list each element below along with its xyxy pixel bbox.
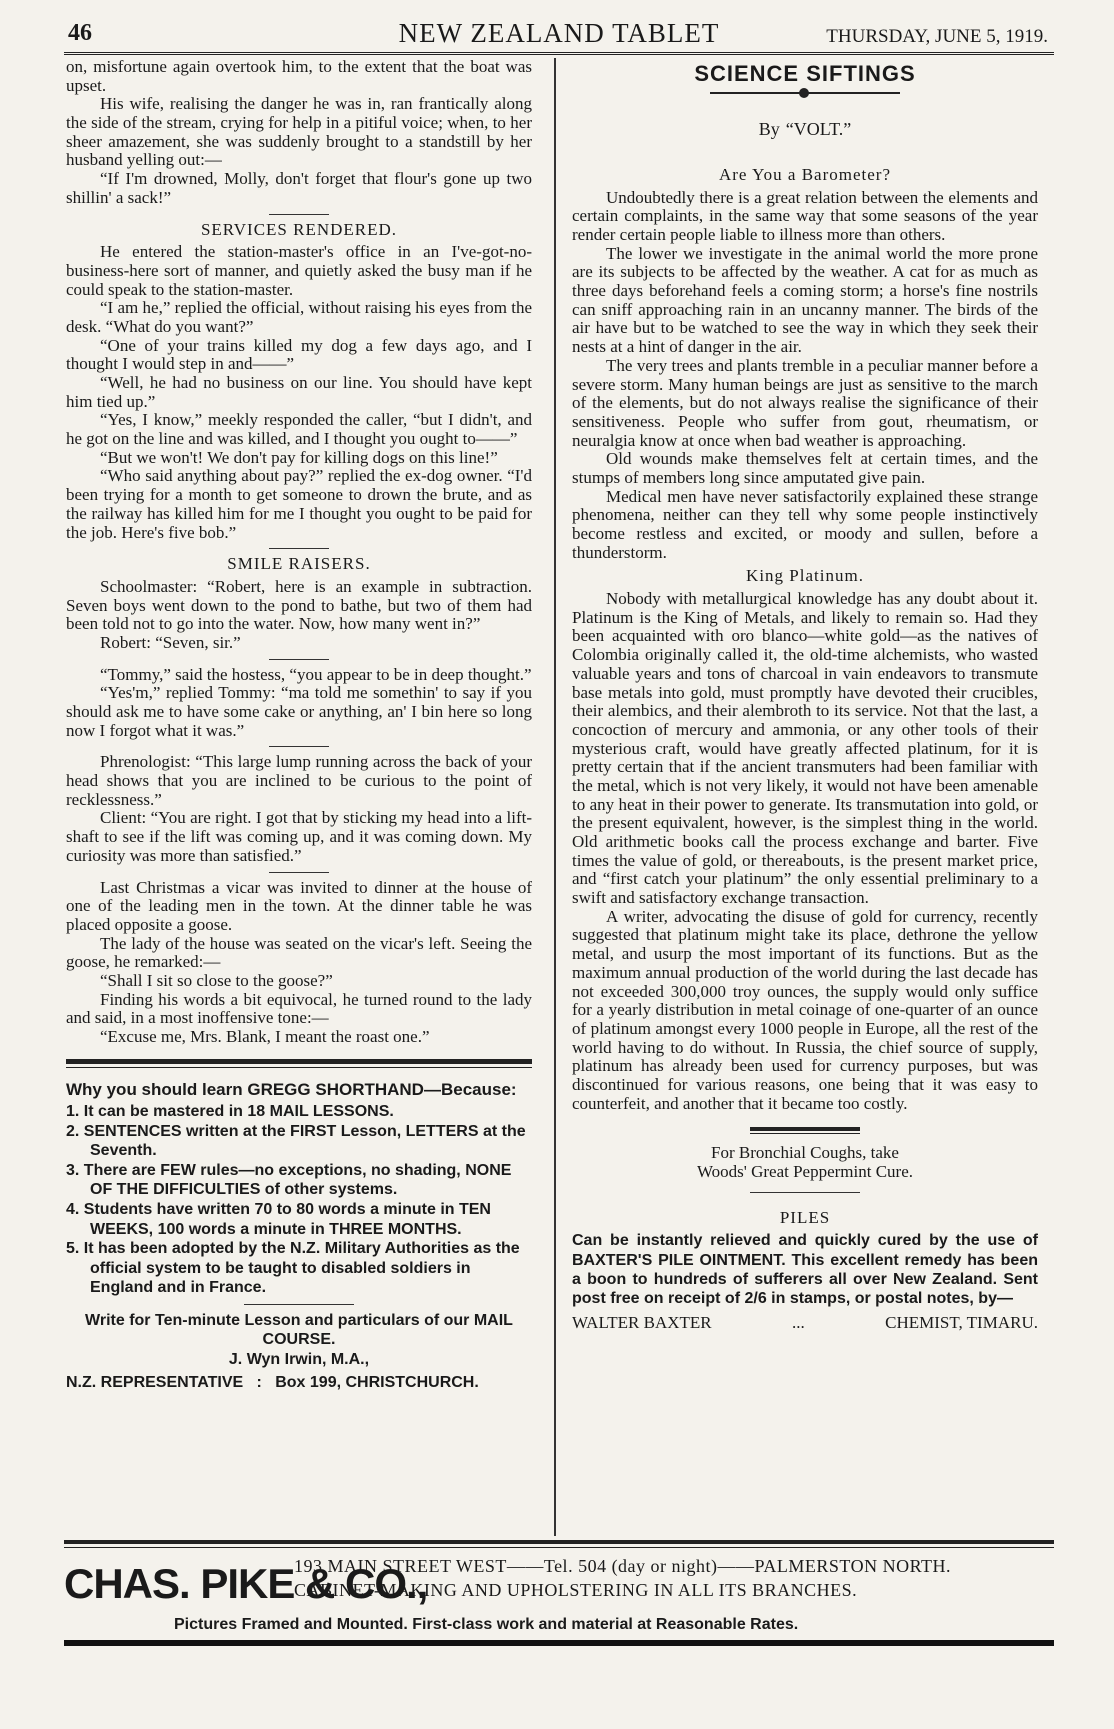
coughs-line: For Bronchial Coughs, take xyxy=(711,1143,899,1163)
joke-paragraph: Finding his words a bit equivocal, he turned round to the lady and said, in a most inoffensive tone:— xyxy=(66,989,532,1028)
byline-prefix: By xyxy=(758,119,780,140)
ad-item: 5. It has been adopted by the N.Z. Military Authorities as the official system to be taught to disabled soldiers in England and in France. xyxy=(66,1240,520,1297)
ad-representative-line xyxy=(66,1373,532,1393)
joke-phrenologist xyxy=(66,753,532,865)
ad-rep-left: N.Z. REPRESENTATIVE xyxy=(66,1374,244,1392)
divider xyxy=(244,1304,354,1305)
ad-rep-right: Box 199, CHRISTCHURCH. xyxy=(275,1374,479,1392)
story-paragraph: on, misfortune again overtook him, to the extent that the boat was upset. xyxy=(66,58,532,95)
piles-place: CHEMIST, TIMARU. xyxy=(885,1313,1038,1333)
footer-address: 193 MAIN STREET WEST——Tel. 504 (day or night)——PALMERSTON NORTH. xyxy=(294,1556,951,1576)
divider xyxy=(269,214,329,215)
article-paragraph: “Who said anything about pay?” replied the ex-dog owner. “I'd been trying for a month to get someone to drown the brute, and as the railway has killed him for me I thought you ought to be paid for the job. Here's five bob.” xyxy=(66,466,532,542)
article-paragraph: He entered the station-master's office in an I've-got-no-business-here sort of manner, and quietly asked the busy man if he could speak to the station-master. xyxy=(66,242,532,299)
divider xyxy=(269,872,329,873)
joke-paragraph: Client: “You are right. I got that by sticking my head into a lift-shaft to see if the lift was coming up, and it was coming down. My curiosity was more than satisfied.” xyxy=(66,808,532,865)
story-paragraph: His wife, realising the danger he was in, ran frantically along the side of the stream, crying for help in a pitiful voice; when, to her sheer amazement, she was suddenly brought to a standstill by her husband yelling out:— xyxy=(66,94,532,170)
left-column xyxy=(66,58,532,1532)
footer-bottom-rule xyxy=(64,1640,1054,1646)
joke-subtraction xyxy=(66,578,532,653)
services-heading: SERVICES RENDERED. xyxy=(200,219,398,239)
article-paragraph: The very trees and plants tremble in a peculiar manner before a severe storm. Many human beings are just as sensitive to the march of the elements, but do not always realise the significance of their sensitiveness. People who suffer from gout, rheumatism, or neuralgia know at once when bad weather is approaching. xyxy=(572,355,1038,450)
title-ornament xyxy=(710,88,900,98)
piles-dots: ... xyxy=(792,1313,805,1333)
joke-paragraph: Last Christmas a vicar was invited to dinner at the house of one of the leading men in the town. At the dinner table he was placed opposite a goose. xyxy=(66,877,532,934)
piles-heading: PILES xyxy=(779,1207,831,1227)
article-paragraph: Old wounds make themselves felt at certain times, and the stumps of members long since amputated give pain. xyxy=(572,449,1038,487)
ad-title: Why you should learn GREGG SHORTHAND—Because: xyxy=(66,1079,517,1099)
article-paragraph: The lower we investigate in the animal world the more prone are its subjects to be affected by the weather. A cat for as much as three days beforehand feels a coming storm; a horse's fine nostrils can sniff approaching rain in an uncanny manner. The birds of the air have but to be watched to see the way in which they seek their nests at a hint of danger in the air. xyxy=(572,243,1038,357)
ad-item: 2. SENTENCES written at the FIRST Lesson, LETTERS at the Seventh. xyxy=(66,1122,526,1160)
smile-heading: SMILE RAISERS. xyxy=(227,554,371,574)
platinum-heading: King Platinum. xyxy=(746,566,864,586)
article-paragraph: “I am he,” replied the official, without raising his eyes from the desk. “What do you want?” xyxy=(66,298,532,336)
footer-rule xyxy=(64,1540,1054,1544)
article-paragraph: “But we won't! We don't pay for killing dogs on this line!” xyxy=(100,447,498,467)
byline-name: “VOLT.” xyxy=(785,119,852,140)
article-paragraph: “Yes, I know,” meekly responded the caller, “but I didn't, and he got on the line and was killed, and I thought you ought to——” xyxy=(66,410,532,449)
ad-name: J. Wyn Irwin, M.A., xyxy=(228,1350,370,1368)
ad-border-top-thin xyxy=(750,1133,860,1134)
ad-item: 1. It can be mastered in 18 MAIL LESSONS. xyxy=(66,1103,394,1121)
right-column xyxy=(572,58,1038,1538)
gregg-shorthand-ad xyxy=(66,1080,532,1393)
joke-tommy xyxy=(66,666,532,741)
footer-rule-thin xyxy=(64,1547,1054,1548)
article-paragraph: Medical men have never satisfactorily explained these strange phenomena, neither can they tell why some people instinctively become restless and excited, or moody and sullen, before a thunderstorm. xyxy=(572,486,1038,562)
joke-paragraph: “Shall I sit so close to the goose?” xyxy=(100,970,333,990)
ad-item: 3. There are FEW rules—no exceptions, no shading, NONE OF THE DIFFICULTIES of other systems. xyxy=(66,1161,512,1199)
joke-paragraph: Robert: “Seven, sir.” xyxy=(100,632,241,652)
joke-paragraph: Phrenologist: “This large lump running across the back of your head shows that you are inclined to be curious to the point of recklessness.” xyxy=(66,752,532,809)
footer-framing: Pictures Framed and Mounted. First-class work and material at Reasonable Rates. xyxy=(174,1616,799,1633)
coughs-line: Woods' Great Peppermint Cure. xyxy=(696,1162,914,1182)
article-paragraph: “Well, he had no business on our line. You should have kept him tied up.” xyxy=(66,373,532,411)
joke-paragraph: “Excuse me, Mrs. Blank, I meant the roast one.” xyxy=(100,1027,430,1046)
divider xyxy=(269,548,329,549)
ad-write-line: Write for Ten-minute Lesson and particulars of our MAIL COURSE. xyxy=(85,1311,513,1349)
ornament-dot-icon xyxy=(799,88,809,98)
footer-ad xyxy=(64,1540,1054,1710)
issue-date: THURSDAY, JUNE 5, 1919. xyxy=(826,26,1048,47)
platinum-article xyxy=(572,590,1038,1113)
piles-body: Can be instantly relieved and quickly cured by the use of BAXTER'S PILE OINTMENT. This excellent remedy has been a boon to hundreds of sufferers all over New Zealand. Sent post free on receipt of 2/6 in stamps, or postal notes, by— xyxy=(572,1232,1038,1307)
joke-paragraph: “Tommy,” said the hostess, “you appear to be in deep thought.” xyxy=(100,664,532,684)
byline xyxy=(572,120,1038,140)
joke-vicar xyxy=(66,879,532,1047)
article-paragraph: Nobody with metallurgical knowledge has any doubt about it. Platinum is the King of Metals, and likely to remain so. Had they been acquainted with oro blanco—white gold—as the natives of Colombia originally called it, the old-time alchemists, who wasted valuable years and tons of charcoal in vain endeavors to transmute base metals into gold, must promptly have devoted their crucibles, their alembics, and their alembroth to its service. Not that the last, a concoction of mercury and ammonia, or any other tools of their mysterious craft, would have greatly affected platinum, for it is pretty certain that if the ancient transmuters had been familiar with the metal, which is not very likely, it would not have been amenable to any heat in their power to generate. Its transmutation into gold, or the present equivalent, however, is the simplest thing in the world. Old arithmetic books call the process exchange and barter. Five times the value of gold, or thereabouts, is the present market price, and “first catch your platinum” the only essential preliminary to a swift and satisfactory exchange transaction. xyxy=(572,589,1038,908)
article-paragraph: Undoubtedly there is a great relation between the elements and certain complaints, in the same way that some seasons of the year render certain people liable to illness more than others. xyxy=(572,187,1038,245)
masthead-title: NEW ZEALAND TABLET xyxy=(398,18,720,48)
joke-paragraph: The lady of the house was seated on the vicar's left. Seeing the goose, he remarked:— xyxy=(66,933,532,972)
joke-paragraph: “Yes'm,” replied Tommy: “ma told me somethin' to say if you should ask me to have some cake or anything, an' I bin here so long now I forgot what it was.” xyxy=(66,683,532,740)
story-paragraph: “If I'm drowned, Molly, don't forget that flour's gone up two shillin' a sack!” xyxy=(66,169,532,207)
footer-services: CABINET-MAKING AND UPHOLSTERING IN ALL ITS BRANCHES. xyxy=(294,1580,858,1600)
ad-item: 4. Students have written 70 to 80 words a minute in TEN WEEKS, 100 words a minute in THREE MONTHS. xyxy=(66,1201,491,1238)
science-siftings-title: SCIENCE SIFTINGS xyxy=(694,61,916,86)
piles-signature xyxy=(572,1314,1038,1333)
piles-name: WALTER BAXTER xyxy=(572,1313,712,1333)
ad-rep-colon: : xyxy=(256,1374,262,1392)
divider xyxy=(269,659,329,660)
divider xyxy=(750,1192,860,1193)
article-paragraph: A writer, advocating the disuse of gold for currency, recently suggested that platinum might take its place, dethrone the yellow metal, and usurp the most important of its functions. But as the maximum annual production of the world during the last decade has not exceeded 300,000 troy ounces, the supply would only suffice for a yearly distribution in metal coinage of one-quarter of an ounce of platinum amongst every 1000 people in Europe, all the rest of the world having to do without. In Russia, the chief source of supply, platinum has already been used for currency purposes, but was discontinued for various reasons, one being that it was easy to counterfeit, and another that it became too costly. xyxy=(572,906,1038,1113)
page-header xyxy=(64,8,1054,55)
pike-brand: CHAS. PIKE & CO., xyxy=(64,1560,428,1607)
column-rule xyxy=(554,58,556,1536)
woods-cure-ad xyxy=(572,1144,1038,1181)
barometer-heading: Are You a Barometer? xyxy=(718,164,891,184)
divider xyxy=(269,746,329,747)
page-number: 46 xyxy=(68,20,92,46)
article-paragraph: “One of your trains killed my dog a few days ago, and I thought I would step in and——” xyxy=(66,335,532,374)
joke-paragraph: Schoolmaster: “Robert, here is an example in subtraction. Seven boys went down to the pond to bathe, but two of them had been told not to go into the water. Now, how many went in?” xyxy=(66,576,532,634)
ad-border-top xyxy=(750,1127,860,1131)
barometer-article xyxy=(572,189,1038,563)
story-continuation xyxy=(66,58,532,208)
ad-border-top xyxy=(66,1059,532,1064)
services-article xyxy=(66,243,532,542)
ad-border-top-thin xyxy=(66,1067,532,1068)
